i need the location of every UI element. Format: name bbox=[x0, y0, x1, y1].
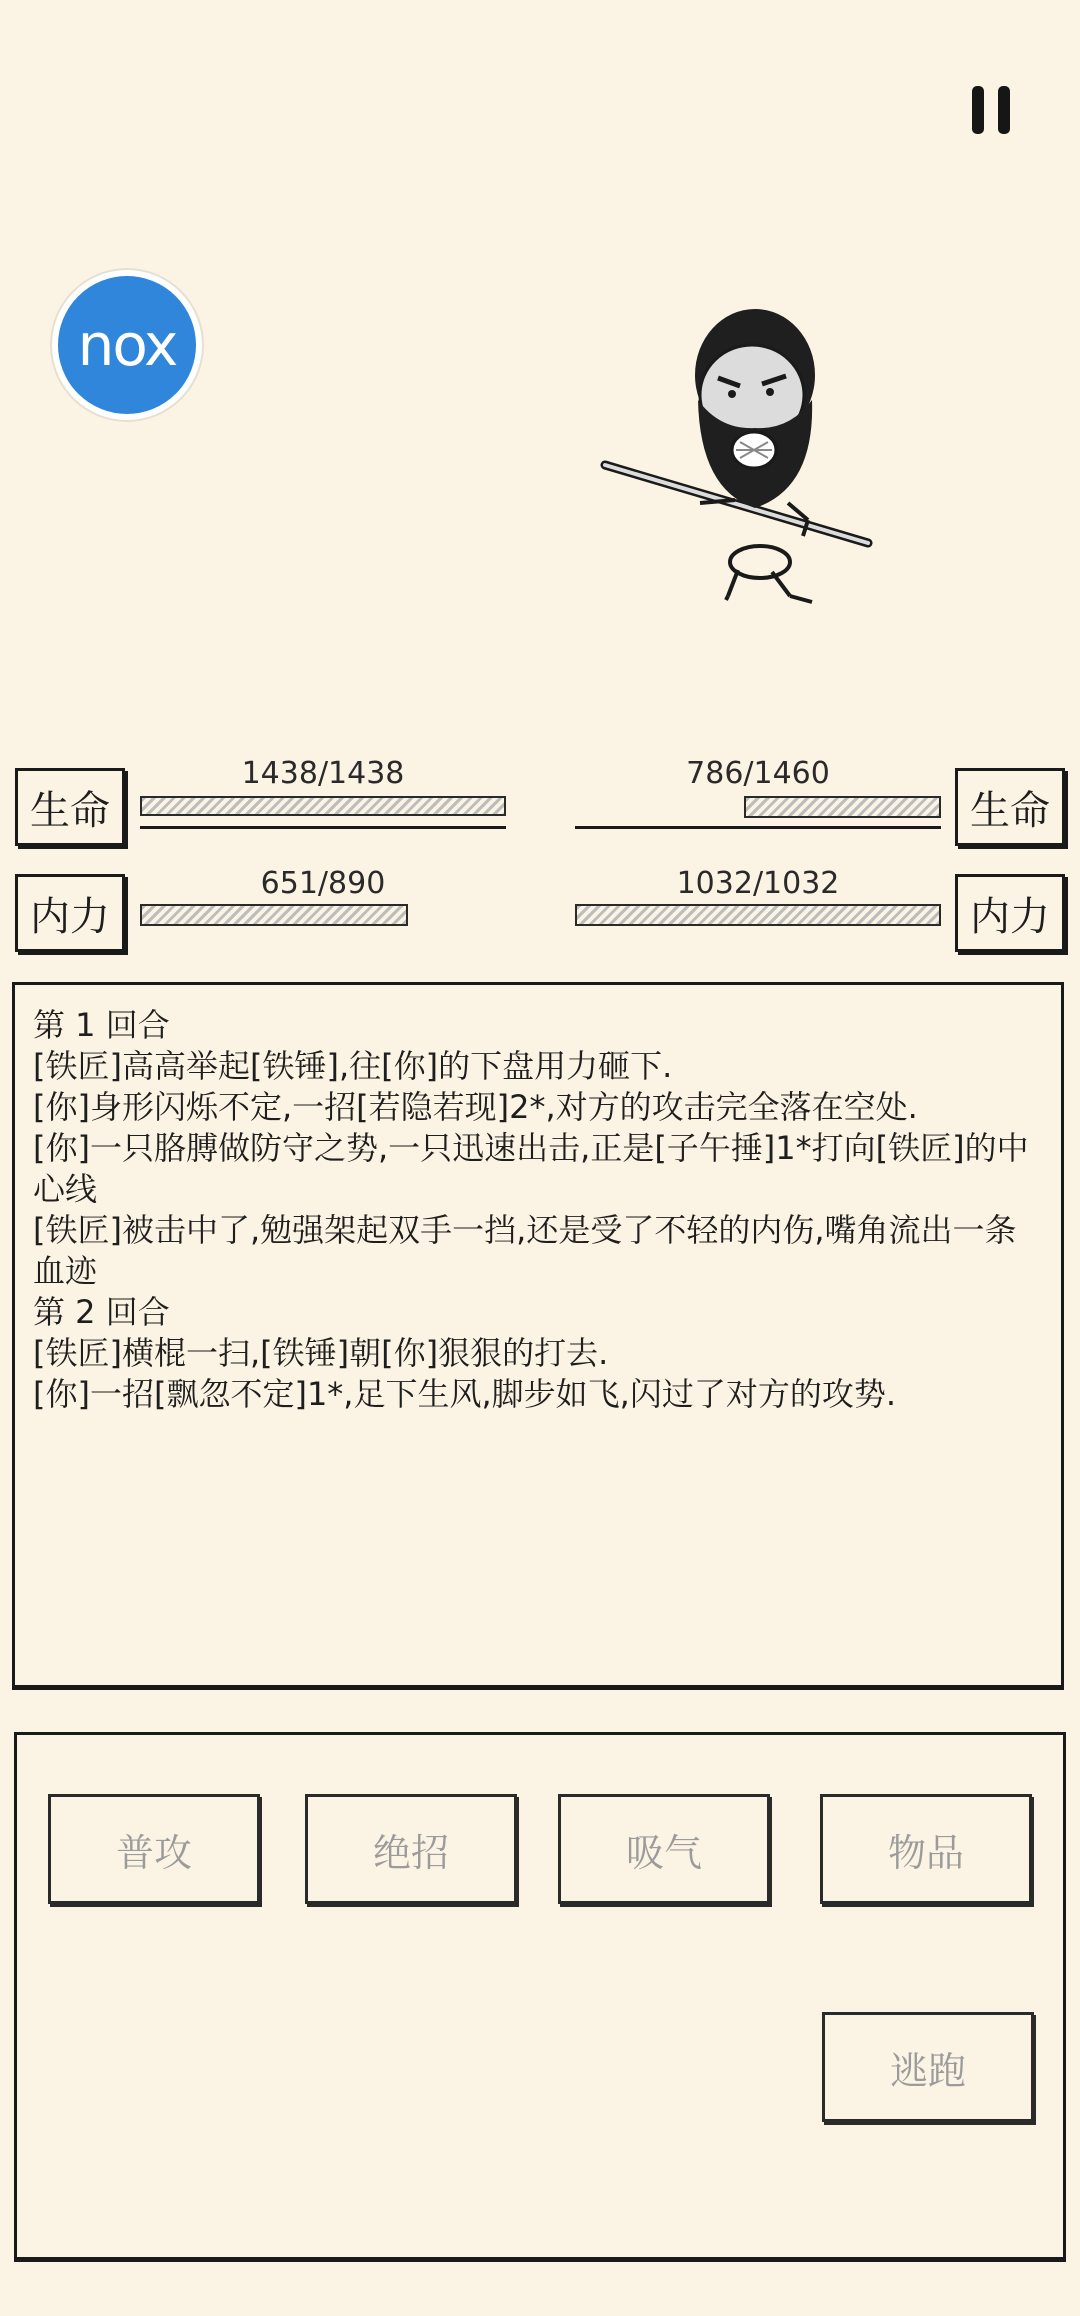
enemy-mp-label: 内力 bbox=[955, 874, 1065, 952]
player-mp-label: 内力 bbox=[15, 874, 125, 952]
enemy-hp-underline bbox=[575, 826, 941, 829]
ultimate-button[interactable]: 绝招 bbox=[305, 1794, 517, 1904]
log-line: [铁匠]横棍一扫,[铁锤]朝[你]狠狠的打去. bbox=[33, 1334, 609, 1372]
log-line: [铁匠]被击中了,勉强架起双手一挡,还是受了不轻的内伤,嘴角流出一条血迹 bbox=[33, 1211, 1017, 1290]
enemy-hp-fill bbox=[744, 796, 941, 818]
pause-icon bbox=[972, 86, 984, 134]
player-hp-label: 生命 bbox=[15, 768, 125, 846]
log-line: [铁匠]高高举起[铁锤],往[你]的下盘用力砸下. bbox=[33, 1047, 673, 1085]
enemy-mp-bar bbox=[575, 904, 941, 926]
log-line: 第 2 回合 bbox=[33, 1293, 170, 1331]
enemy-hp-value: 786/1460 bbox=[686, 756, 830, 791]
enemy-mp-value: 1032/1032 bbox=[676, 866, 840, 901]
battle-log[interactable] bbox=[12, 982, 1064, 1690]
enemy-hp-label: 生命 bbox=[955, 768, 1065, 846]
flee-button[interactable]: 逃跑 bbox=[822, 2012, 1034, 2122]
enemy-character bbox=[590, 300, 890, 610]
items-button[interactable]: 物品 bbox=[820, 1794, 1032, 1904]
log-line: [你]一招[飘忽不定]1*,足下生风,脚步如飞,闪过了对方的攻势. bbox=[33, 1375, 896, 1413]
player-mp-value: 651/890 bbox=[260, 866, 386, 901]
breathe-button[interactable]: 吸气 bbox=[558, 1794, 770, 1904]
pause-button[interactable] bbox=[970, 86, 1014, 134]
player-mp-fill bbox=[140, 904, 408, 926]
enemy-mp-fill bbox=[575, 904, 941, 926]
player-hp-bar bbox=[140, 796, 506, 816]
log-line: 第 1 回合 bbox=[33, 1006, 170, 1044]
enemy-hp-bar bbox=[575, 796, 941, 818]
player-mp-bar bbox=[140, 904, 506, 926]
player-hp-underline bbox=[140, 826, 506, 829]
nox-logo[interactable]: nox bbox=[52, 270, 202, 420]
attack-button[interactable]: 普攻 bbox=[48, 1794, 260, 1904]
log-line: [你]身形闪烁不定,一招[若隐若现]2*,对方的攻击完全落在空处. bbox=[33, 1088, 918, 1126]
player-hp-value: 1438/1438 bbox=[241, 756, 405, 791]
log-line: [你]一只胳膊做防守之势,一只迅速出击,正是[子午捶]1*打向[铁匠]的中心线 bbox=[33, 1129, 1029, 1208]
